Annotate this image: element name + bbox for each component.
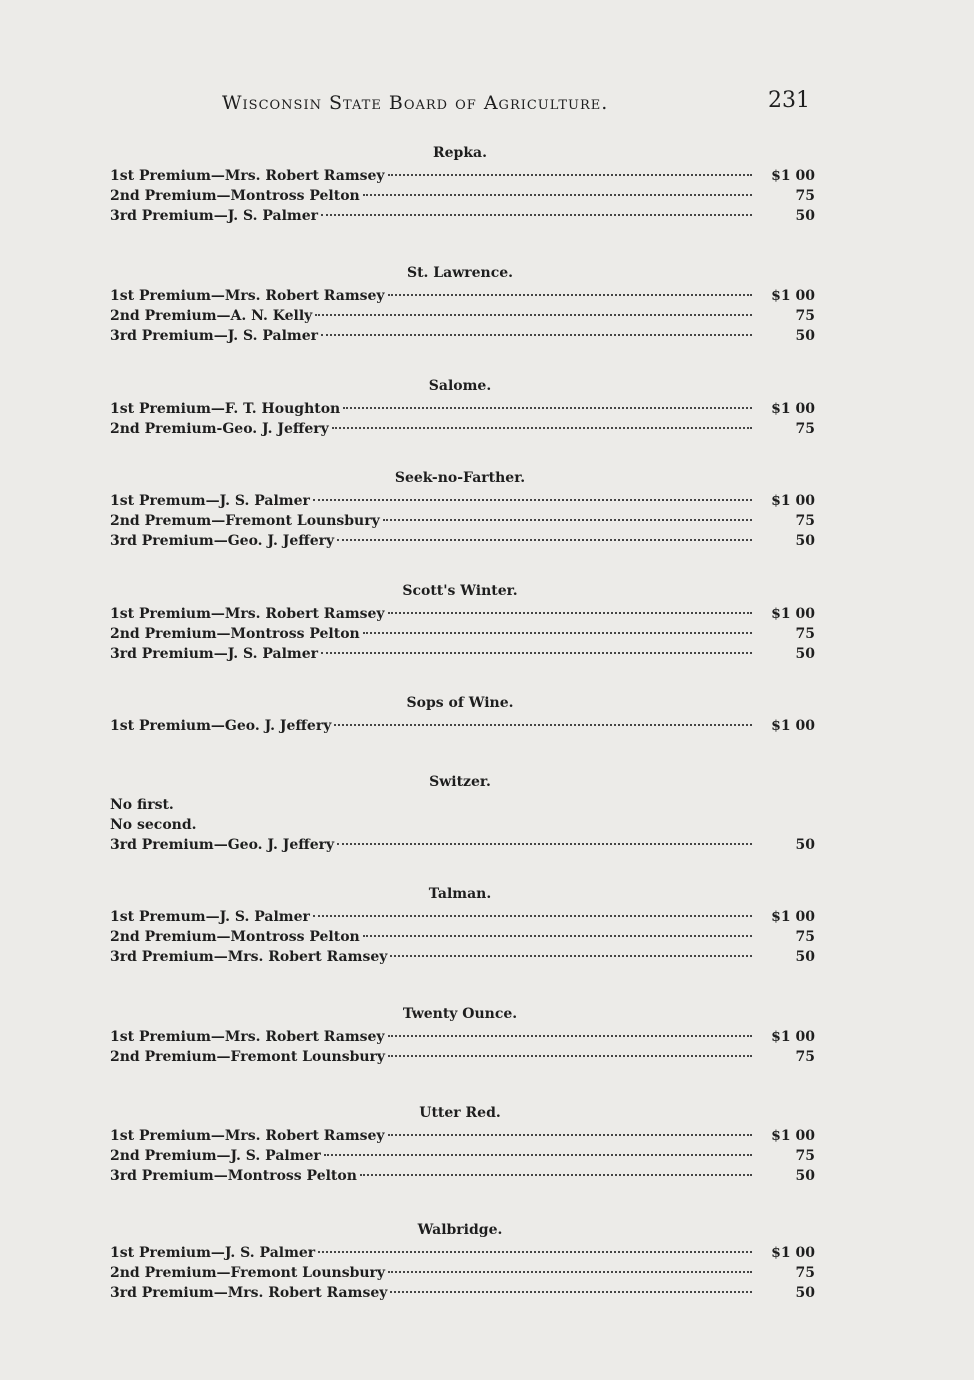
premium-recipient: 1st Premum—J. S. Palmer — [110, 909, 310, 925]
premium-amount: 50 — [795, 837, 815, 853]
premium-recipient: 1st Premium—Mrs. Robert Ramsey — [110, 1128, 385, 1144]
section-title: Switzer. — [429, 774, 491, 790]
premium-amount: $1 00 — [771, 493, 815, 509]
premium-recipient: 1st Premium—Geo. J. Jeffery — [110, 718, 332, 734]
premium-entry — [110, 624, 815, 644]
dot-leader — [337, 539, 752, 541]
dot-leader — [363, 935, 752, 937]
premium-amount: $1 00 — [771, 168, 815, 184]
premium-amount: $1 00 — [771, 1245, 815, 1261]
dot-leader — [388, 1035, 752, 1037]
premium-amount: 75 — [795, 513, 815, 529]
premium-entry — [110, 1166, 815, 1186]
premium-recipient: 3rd Premium—Geo. J. Jeffery — [110, 837, 335, 853]
premium-amount: $1 00 — [771, 1128, 815, 1144]
dot-leader — [363, 632, 752, 634]
premium-amount: 75 — [795, 188, 815, 204]
premium-recipient: 3rd Premium—Mrs. Robert Ramsey — [110, 1285, 388, 1301]
premium-recipient: 2nd Premium—A. N. Kelly — [110, 308, 313, 324]
premium-amount: 50 — [795, 646, 815, 662]
section-title: St. Lawrence. — [406, 265, 514, 281]
premium-entry — [110, 604, 815, 624]
premium-recipient: 2nd Premum—Fremont Lounsbury — [110, 513, 380, 529]
premium-recipient: 2nd Premium—Fremont Lounsbury — [110, 1049, 386, 1065]
dot-leader — [321, 214, 752, 216]
premium-recipient: 3rd Premium—Geo. J. Jeffery — [110, 533, 335, 549]
premium-entry — [110, 166, 815, 186]
premium-section — [110, 883, 815, 967]
dot-leader — [390, 1291, 752, 1293]
dot-leader — [390, 955, 752, 957]
premium-entry — [110, 1263, 815, 1283]
premium-entry — [110, 206, 815, 226]
page-header — [0, 88, 974, 118]
premium-recipient: 1st Premium—Mrs. Robert Ramsey — [110, 1029, 385, 1045]
premium-section — [110, 1219, 815, 1303]
section-note: No second. — [110, 817, 197, 833]
dot-leader — [334, 724, 752, 726]
dot-leader — [360, 1174, 752, 1176]
premium-entry — [110, 306, 815, 326]
dot-leader — [383, 519, 752, 521]
dot-leader — [363, 194, 752, 196]
section-title: Scott's Winter. — [402, 583, 518, 599]
premium-amount: 50 — [795, 1285, 815, 1301]
premium-recipient: 3rd Premium—J. S. Palmer — [110, 646, 318, 662]
premium-section — [110, 692, 815, 736]
premium-amount: 50 — [795, 208, 815, 224]
dot-leader — [318, 1251, 752, 1253]
premium-recipient: 1st Premium—Mrs. Robert Ramsey — [110, 606, 385, 622]
premium-amount: $1 00 — [771, 606, 815, 622]
premium-entry — [110, 1047, 815, 1067]
premium-entry — [110, 1243, 815, 1263]
premium-amount: 75 — [795, 1148, 815, 1164]
premium-section — [110, 771, 815, 855]
premium-entry — [110, 927, 815, 947]
premium-amount: 75 — [795, 1049, 815, 1065]
dot-leader — [337, 843, 752, 845]
dot-leader — [388, 1055, 752, 1057]
premium-section — [110, 262, 815, 346]
premium-section — [110, 467, 815, 551]
premium-entry — [110, 491, 815, 511]
section-note: No first. — [110, 797, 174, 813]
dot-leader — [388, 1134, 752, 1136]
dot-leader — [388, 294, 752, 296]
section-title: Seek-no-Farther. — [394, 470, 526, 486]
premium-entry — [110, 511, 815, 531]
premium-recipient: 1st Premium—J. S. Palmer — [110, 1245, 316, 1261]
premium-amount: $1 00 — [771, 1029, 815, 1045]
premium-entry — [110, 907, 815, 927]
premium-section — [110, 1003, 815, 1067]
premium-entry — [110, 531, 815, 551]
premium-entry — [110, 835, 815, 855]
premium-recipient: 3rd Premium—Montross Pelton — [110, 1168, 357, 1184]
premium-amount: $1 00 — [771, 718, 815, 734]
premium-entry — [110, 326, 815, 346]
premium-recipient: 3rd Premium—J. S. Palmer — [110, 208, 318, 224]
premium-recipient: 1st Premum—J. S. Palmer — [110, 493, 310, 509]
dot-leader — [315, 314, 752, 316]
premium-entry — [110, 1126, 815, 1146]
premium-entry — [110, 947, 815, 967]
section-title: Repka. — [433, 145, 487, 161]
premium-recipient: 1st Premium—Mrs. Robert Ramsey — [110, 168, 385, 184]
premium-recipient: 1st Premium—F. T. Houghton — [110, 401, 341, 417]
page-number: 231 — [768, 88, 810, 113]
dot-leader — [388, 1271, 752, 1273]
premium-section — [110, 580, 815, 664]
premium-section — [110, 142, 815, 226]
premium-entry — [110, 1283, 815, 1303]
section-title: Talman. — [428, 886, 492, 902]
premium-recipient: 3rd Premium—J. S. Palmer — [110, 328, 318, 344]
section-title: Utter Red. — [419, 1105, 501, 1121]
section-title: Walbridge. — [417, 1222, 503, 1238]
premium-recipient: 2nd Premium—Montross Pelton — [110, 188, 360, 204]
dot-leader — [343, 407, 752, 409]
premium-entry — [110, 1146, 815, 1166]
premium-amount: $1 00 — [771, 909, 815, 925]
premium-recipient: 2nd Premium-Geo. J. Jeffery — [110, 421, 329, 437]
dot-leader — [313, 915, 752, 917]
premium-entry — [110, 419, 815, 439]
premium-recipient: 2nd Premium—Montross Pelton — [110, 929, 360, 945]
premium-recipient: 2nd Premium—Fremont Lounsbury — [110, 1265, 386, 1281]
section-title: Sops of Wine. — [406, 695, 514, 711]
dot-leader — [324, 1154, 752, 1156]
dot-leader — [388, 612, 752, 614]
premium-amount: 50 — [795, 1168, 815, 1184]
dot-leader — [313, 499, 752, 501]
premium-entry — [110, 716, 815, 736]
premium-amount: $1 00 — [771, 288, 815, 304]
premium-recipient: 1st Premium—Mrs. Robert Ramsey — [110, 288, 385, 304]
premium-amount: 75 — [795, 626, 815, 642]
dot-leader — [321, 652, 752, 654]
premium-amount: $1 00 — [771, 401, 815, 417]
premium-recipient: 3rd Premium—Mrs. Robert Ramsey — [110, 949, 388, 965]
premium-amount: 50 — [795, 533, 815, 549]
premium-entry — [110, 399, 815, 419]
premium-entry — [110, 186, 815, 206]
premium-amount: 75 — [795, 929, 815, 945]
section-title: Salome. — [428, 378, 492, 394]
premium-recipient: 2nd Premium—Montross Pelton — [110, 626, 360, 642]
premium-amount: 75 — [795, 1265, 815, 1281]
premium-entry — [110, 286, 815, 306]
premium-entry — [110, 644, 815, 664]
premium-section — [110, 1102, 815, 1186]
premium-section — [110, 375, 815, 439]
premium-amount: 50 — [795, 949, 815, 965]
premium-amount: 75 — [795, 421, 815, 437]
premium-entry — [110, 1027, 815, 1047]
dot-leader — [332, 427, 752, 429]
section-title: Twenty Ounce. — [402, 1006, 518, 1022]
dot-leader — [388, 174, 752, 176]
premium-amount: 75 — [795, 308, 815, 324]
dot-leader — [321, 334, 752, 336]
running-title: Wisconsin State Board of Agriculture. — [222, 92, 609, 114]
premium-amount: 50 — [795, 328, 815, 344]
premium-recipient: 2nd Premium—J. S. Palmer — [110, 1148, 321, 1164]
